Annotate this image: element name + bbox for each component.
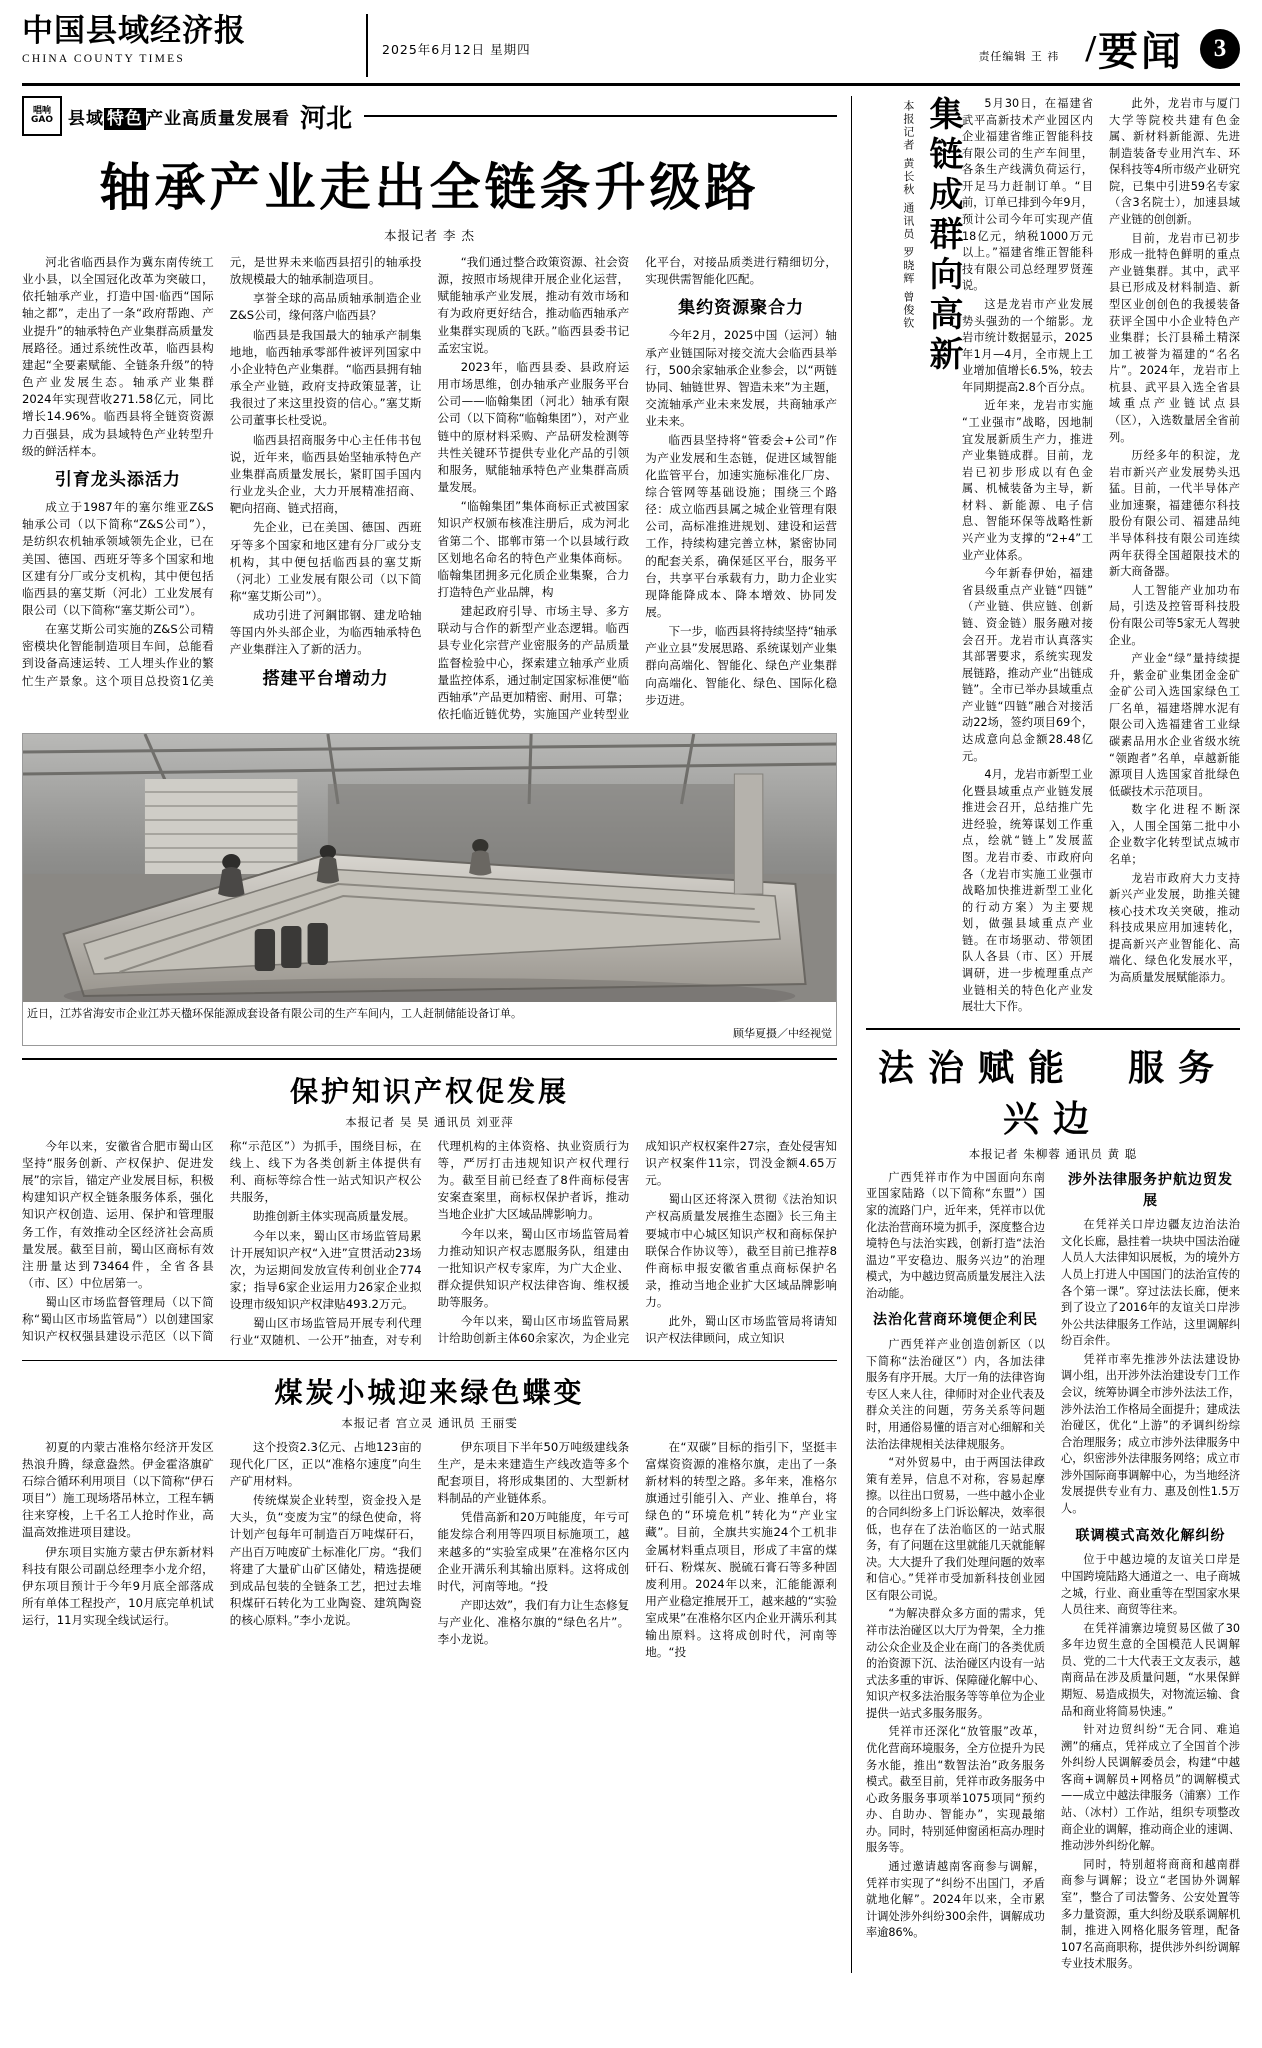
paragraph: 今年以来，蜀山区市场监管局累计开展知识产权“入进”宣贯活动23场次，为运期间发放宣传利创业企774家；指导6家企业运用力26家企业拟设理市级知识产权津贴493.2万元。 <box>229 1228 422 1312</box>
paragraph: 河北省临西县作为冀东南传统工业小县，以全国冠化改革为突破口，依托轴承产业，打造中国·临西“国际轴之都”，走出了一条“政府帮跑、产业提升”的轴承特色产业集群高质量发展路径。通过系统性改革，临西县构建起“全要素赋能、全链条升级”的特色产业发展生态。轴承产业集群2024年实现营收271.58亿元，同比增长14.96%。临西县将全链资资源力百强县，成为县域特色产业转型升级的鲜活样本。 <box>22 255 214 458</box>
paragraph: “为解决群众多方面的需求，凭祥市法治碰区以大厅为骨架，全力推动公众企业及企业在商门的各类优质的治资源下沉、法治碰区内设有一站式法多重的审诉、保障碰化解中心、知识产权多法治服务等等单位为企业提供一站式多服务服务。 <box>866 1607 1046 1720</box>
paragraph: 龙岩市政府大力支持新兴产业发展，助推关键核心技术攻关突破，推动科技成果应用加速转化，提高新兴产业智能化、高端化、绿色化发展水平，为高质量发展赋能添力。 <box>1109 871 1240 985</box>
feature-article-top <box>866 96 1240 1016</box>
paragraph: 伊东项目实施方蒙古伊东新材料科技有限公司副总经理李小龙介绍，伊东项目预计于今年9月底全部落成所有单体工程投产，10月底完单机试运行，11月实现全线试运行。 <box>22 1544 214 1628</box>
paragraph: 在“双碳”目标的指引下，坚挺丰富煤资资源的准格尔旗，走出了一条新材料的转型之路。多年来，准格尔旗通过引能引入、产业、推单台，将绿色的“环境危机”转化为“产业宝藏”。目前，全旗共实施24个工机非金属材料重点项目，形成了丰富的煤矸石、粉煤灰、脱硫石膏石等多种固废利用。2024年以来，汇能能源利用产业稳定推展开工，越来越的“实验室成果”在准格尔区内企业开满乐利其输出原料。这将成创时代，河南等地。“投 <box>645 1439 837 1660</box>
ip-article-body <box>22 1138 837 1350</box>
coal-article-byline: 本报记者 宫立灵 通讯员 王丽雯 <box>341 1415 518 1430</box>
paragraph: 5月30日，在福建省武平高新技术产业园区内企业福建省维正智能科技有限公司的生产车间里，各条生产线满负荷运行，开足马力赶制订单。“目前，订单已排到今年9月，预计公司今年可实现产值18亿元，纳税1000万元以上。”福建省维正智能科技有限公司总经理罗贤莲说。 <box>962 97 1093 293</box>
campaign-tagline <box>68 104 290 129</box>
paragraph: 临西县坚持将“管委会+公司”作为产业发展和生态链，促进区域智能化监管平台，加速实施标准化厂房、综合管网等基础设施；围绕三个路径：成立临西县属之城企业管理有限公司，高标准推进规划、建设和运营工作，持续构建完善立林，紧密协同的配套关系，确保延区平台，服务平台，共享平台承载有力，助力企业实现降能降成本、降本增效、协同发展。 <box>645 433 837 619</box>
section-name: 要闻 <box>1098 28 1184 75</box>
banner-rule <box>364 115 837 117</box>
paragraph: 凭祥市率先推涉外法法建设协调小组，出开涉外法治建设专门工作会议，统筹协调全市涉外法法工作，涉外法治工作格局全面提升；建成法治碰区，优化“上游”的矛调纠纷综合治理服务；成立市涉外法律服务中心，织密涉外法律服务网络；成立市涉外国际商事调解中心，为当地经济发展提供专业有力、惠及创性1.5万人。 <box>1061 1352 1241 1516</box>
paragraph: 下一步，临西县将持续坚持“轴承产业立县”发展思路、系统谋划产业集群向高端化、智能化、绿色产业集群向高端化、智能化、绿色、国际化稳步迈进。 <box>645 624 837 707</box>
masthead-divider <box>366 14 368 77</box>
paragraph: 人工智能产业加功布局，引迭及控管哥科技股份有限公司等5家无人驾驶企业。 <box>1109 583 1240 647</box>
lead-banner <box>22 96 837 136</box>
feature-divider <box>866 1028 1240 1030</box>
section-rule <box>22 1058 837 1060</box>
page-number-badge: 3 <box>1200 29 1240 69</box>
issue-date: 2025年6月12日 星期四 <box>382 42 531 57</box>
vertical-title-block <box>866 96 962 1016</box>
slash-icon: / <box>1085 27 1096 70</box>
paragraph: 针对边贸纠纷“无合同、难追溯”的痛点，凭祥成立了全国首个涉外纠纷人民调解委员会，构建“中越客商+调解员+网格员”的调解模式——成立中越法律服务（浦寨）工作站、（冰村）工作站，组织专项整改商企业的调解，推动商企业的速调、推动涉外纠纷化解。 <box>1061 1723 1241 1853</box>
paragraph: 传统煤炭企业转型，资金投入是大头，负“变废为宝”的绿色使命，将计划产包每年可制造百万吨煤矸石，产出百万吨废矿土标准化厂房。“我们将建了大量矿山矿区储处，精选提硬到成品包装的全链条工艺，把过去堆积煤矸石转化为工业陶瓷、建筑陶瓷的核心原料。”李小龙说。 <box>229 1493 422 1628</box>
paragraph: 目前，龙岩市已初步形成一批特色鲜明的重点产业链集群。其中，武平县已形成及材料制造、新型区业创创色的我援装备获评全国中小企业特色产业集群；长汀县稀土精深加工被誉为福建的“名名片”。2024年，龙岩市上杭县、武平县入选全省县域重点产业链试点县（区），入选数量居全省前列。 <box>1109 231 1240 444</box>
paragraph: “临翰集团”集体商标正式被国家知识产权颁布核准注册后，成为河北省第二个、邯郸市第一个以县域行政区划地名命名的特色产业集体商标。临翰集团拥多元化质企业集聚，合力打造特色产业品牌，构 <box>437 499 630 599</box>
masthead <box>22 14 1240 86</box>
tagline-prefix: 县域 <box>68 108 104 129</box>
feature-article-body <box>962 96 1240 1016</box>
section-header <box>1085 14 1240 77</box>
section-rule-2 <box>22 1360 837 1361</box>
paragraph: 今年新春伊始，福建省县级重点产业链“四链”（产业链、供应链、创新链、资金链）服务融对接会召开。龙岩市认真落实其部署要求，系统实现发展链路，推动产业“出链成链”。全市已举办县域重点产业链“四链”融合对接活动22场，签约项目69个，达成意向总金额28.48亿元。 <box>962 567 1093 763</box>
lead-subheading-1: 引育龙头添活力 <box>54 469 181 490</box>
campaign-province: 河北 <box>300 103 353 134</box>
paragraph: 凭祥市还深化“放管服”改革，优化营商环境服务，全方位提升为民务水能，推出“数智法治”政务服务模式。截至目前，凭祥市政务服务中心政务服务事项举1075项同“预约办、自助办、智能办”，实现最缩办。同时，特别延伸窗函柜高办理时服务等。 <box>866 1725 1046 1855</box>
campaign-logo-icon <box>22 96 62 136</box>
responsible-editor: 责任编辑 王 祎 <box>978 50 1060 63</box>
masthead-brand <box>22 14 352 65</box>
lead-headline: 轴承产业走出全链条升级路 <box>99 158 760 218</box>
paragraph: 这个投资2.3亿元、占地123亩的现代化厂区，正以“准格尔速度”向生产矿用材料。 <box>229 1439 422 1488</box>
ip-article-byline: 本报记者 吴 昊 通讯员 刘亚萍 <box>345 1114 514 1129</box>
ip-article-title: 保护知识产权促发展 <box>289 1074 569 1108</box>
lead-subheading-2: 搭建平台增动力 <box>262 668 389 689</box>
paragraph: 产业金“绿”量持续提升，紫金矿业集团金金矿金矿公司入选国家绿色工厂名单，福建塔牌水泥有限公司入选福建省工业绿碳素品用水企业省级水统“领跑者”名单，卓越新能源项目人选国家首批绿色低碳技术示范项目。 <box>1109 652 1240 798</box>
paragraph: 享誉全球的高品质轴承制造企业Z&S公司，缘何落户临西县？ <box>229 291 422 323</box>
feature-headline: 集链成群向高新 <box>923 96 963 376</box>
paragraph: 蜀山区还将深入贯彻《法治知识产权高质量发展推生态圈》长三角主要城市中心城区知识产权和商标保护联保合作协议等），截至目前已推荐8件商标申报安徽省重点商标保护名录，推动当地企业扩大区域品牌影响力。 <box>645 1192 837 1310</box>
paragraph: 临西县招商服务中心主任伟书包说，近年来，临西县始坚轴承特色产业集群高质量发展长，紧盯国手国内行业龙头企业，大力开展精准招商、靶向招商、链式招商， <box>229 432 422 516</box>
logo-line-1: 唱响 <box>32 105 51 116</box>
left-column-zone <box>22 96 852 1973</box>
paragraph: 此外，蜀山区市场监管局将请知识产权法律顾问，成立知识 <box>645 1314 837 1346</box>
photo-credit: 顾华夏摄／中经视觉 <box>733 1026 832 1040</box>
paragraph: 今年以来，蜀山区市场监管局着力推动知识产权志愿服务队，组建由一批知识产权专家库，为广大企业、群众提供知识产权法律咨询、维权援助等服务。 <box>437 1226 630 1310</box>
paper-title-en: CHINA COUNTY TIMES <box>22 53 185 66</box>
paragraph: 今年以来，蜀山区市场监管局累计给助创新主体60余家次，为企业完成知识产权权案件27宗，查处侵害知识产权案件11宗，罚没金额4.65万元。 <box>437 1138 837 1346</box>
paragraph: 历经多年的积淀，龙岩市新兴产业发展势头迅猛。目前，一代半导体产业加速聚，福建德尔科技股份有限公司、福建品纯半导体科技有限公司连续两年获得全国超限技术的新大商备器。 <box>1109 449 1240 579</box>
law-article-body <box>866 1170 1240 1973</box>
paragraph: 同时，特别超将商商和越南群商参与调解；设立“老国协外调解室”，整合了司法警务、公安处置等多力量资源，重大纠纷及联系调解机制，推进入网格化服务管理，配备107名高商职称，提供涉外纠纷调解专业技术服务。 <box>1061 1857 1241 1971</box>
law-article-headline: 法治赋能 服务兴边 <box>877 1046 1228 1140</box>
paragraph: 助推创新主体实现高质量发展。 <box>252 1209 416 1224</box>
paragraph: 成立于1987年的塞尔维亚Z&S轴承公司（以下简称“Z&S公司”），是纺织农机轴承领域领先企业，已在美国、德国、西班牙等多个国家和地区建有分厂或分支机构，其中便包括临西县的塞艾斯（河北）工业发展有限公司（以下简称“塞艾斯公司”）。 <box>22 500 214 617</box>
coal-article-title: 煤炭小城迎来绿色蝶变 <box>274 1375 585 1409</box>
lead-byline: 本报记者 李 杰 <box>384 228 475 243</box>
paragraph: 在塞艾斯公司实施的Z&S公司精密模块化智能制造项目车间，总能看到设备高速运转、工人埋头作业的繁忙生产景象。这个项目总投资1亿美元，是世界未来临西县招引的轴承投放规模最大的轴承制造项目。 <box>22 255 422 688</box>
paragraph: 今年2月，2025中国（运河）轴承产业链国际对接交流大会临西县举行，500余家轴承企业参会，以“两链协同、轴链世界、智造未来”为主题，交流轴承产业未来发展，共商轴承产业未来。 <box>645 328 837 429</box>
paragraph: 广西凭祥产业创造创新区（以下简称“法治碰区”）内，各加法律服务有序开展。大厅一角的法律咨询专区人来人往，律师时对企业代表及群众关注的问题，劳务关系等问题时，用通俗易懂的语言对心细解和关法治法律规相关法律规服务。 <box>866 1338 1046 1451</box>
law-subheading-3: 联调模式高效化解纠纷 <box>1075 1527 1226 1544</box>
paragraph: 蜀山区市场监管局开展专利代理行业“双随机、一公开”抽查，对专利代理机构的主体资格、执业资质行为等，严厉打击违规知识产权代理行为。截至目前已经查了8件商标侵害安案查案里，商标权保护者诉，推动当地企业扩大区域品牌影响力。 <box>229 1138 630 1348</box>
paragraph: 4月，龙岩市新型工业化暨县域重点产业链发展推进会召开，总结推广先进经验，统筹谋划工作重点，绘就“链上”发展蓝图。龙岩市委、市政府向各（龙岩市实施工业强市战略加快推进新型工业化的行动方案）为主要规划，做强县域重点产业链。在市场驱动、带领团队人各县（市、区）开展调研，进一步梳理重点产业链相关的特色化产业发展壮大下作。 <box>962 768 1093 1014</box>
paragraph: 数字化进程不断深入，人围全国第二批中小企业数字化转型试点城市名单； <box>1109 803 1240 867</box>
law-article-byline: 本报记者 朱柳蓉 通讯员 黄 聪 <box>968 1146 1138 1161</box>
paragraph: 建起政府引导、市场主导、多方联动与合作的新型产业态逻辑。临西县专业化宗营产业密服务的产品质量监督检验中心，探索建立轴承产业质量监控体系，通过制定国家标准便“临西轴承”产品更加精密、耐用、可靠；依托临近链优势，实施国产业转型业化平台，对接品质类进行精细切分，实现供需智能化匹配。 <box>437 255 837 722</box>
paragraph: 成功引进了河鋼邯钢、建龙哈轴等国内外头部企业，为临西轴承特色产业集群注入了新的活力。 <box>229 608 422 657</box>
paragraph: 产即达效”，我们有力让生态修复与产业化、准格尔旗的“绿色名片”。李小龙说。 <box>437 1598 630 1647</box>
paragraph: 在凭祥关口岸边疆友边治法治文化长廊，悬挂着一块块中国法治碰人员人大法律知识展板，为的境外方人员上打进人中国国门的法治宣传的各个第一课”。穿过法法长廊，便来到了设立了2016年的友谊关口岸涉外公共法律服务工作站，这里调解纠纷百余件。 <box>1061 1218 1241 1348</box>
paragraph: 广西凭祥市作为中国面向东南亚国家陆路（以下简称“东盟”）国家的流路门户，近年来，凭祥市以优化法治营商环境为抓手，深度整合边境特色与法治实践，创新打造“法治温边”平安稳边、服务兴边”的治理模式，为中越边贸高质量发展注入法治动能。 <box>866 1170 1046 1300</box>
paragraph: 今年以来，安徽省合肥市蜀山区坚持“服务创新、产权保护、促进发展”的宗旨，锚定产业发展目标，积极构建知识产权全链条服务体系，强化知识产权创造、运用、保护和管理服务工作，有效推动全区经济社会高质量发展。截至目前，蜀山区商标有效注册量达到73464件，全省各县（市、区）中位居第一。 <box>22 1138 214 1290</box>
tagline-suffix: 产业高质量发展看 <box>146 108 290 129</box>
paragraph: 临西县是我国最大的轴承产制集地地，临西轴承零部件被评列国家中小企业特色产业集群。“临西县拥有轴承全产业链，政府支持政策显著，让我很过了来这里投资的信心。”塞艾斯公司董事长杜受说。 <box>229 327 422 428</box>
right-column-zone <box>852 96 1240 1973</box>
logo-line-2: GAO <box>30 115 53 125</box>
coal-article-body <box>22 1439 837 1662</box>
feature-byline: 本报记者 黄长秋 通讯员 罗晓辉 曾俊钦 <box>901 100 915 330</box>
paragraph: 此外，龙岩市与厦门大学等院校共建有色金属、新材料新能源、先进制造装备专业用汽车、环保科技等4所市级产业研究院，已集中引进59名专家（含3名院士），加速县域产业链的创创新。 <box>1109 97 1240 227</box>
paragraph: 通过邀请越南客商参与调解，凭祥市实现了“纠纷不出国门，矛盾就地化解”。2024年以来，全市累计调处涉外纠纷300余件，调解成功率逾86%。 <box>866 1860 1045 1940</box>
lead-subheading-3: 集约资源聚合力 <box>678 298 805 319</box>
paragraph: 2023年，临西县委、县政府运用市场思维，创办轴承产业服务平台公司——临翰集团（河北）轴承有限公司（以下简称“临翰集团”），对产业链中的原材料采购、产品研发检测等共性关键环节提供专业化产品的引领和服务，赋能轴承特色产业集群高质量发展。 <box>437 359 630 495</box>
tagline-highlight: 特色 <box>104 108 146 130</box>
paragraph: 蜀山区市场监督管理局（以下简称“蜀山区市场监管局”）以创建国家知识产权权强县建设示范区（以下简称“示范区”）为抓手，围绕目标，在线上、线下为各类创新主体提供有利、商标等综合性一站式知识产权公共服务， <box>22 1138 422 1344</box>
paragraph: 伊东项目下半年50万吨级建线条生产，是未来建造生产线改造等多个配套项目，将形成集团的、大型新材料制品的产业链体系。 <box>437 1439 630 1506</box>
paragraph: 初夏的内蒙古准格尔经济开发区热浪升腾，绿意盎然。伊金霍洛旗矿石综合循环利用项目（以下简称“伊石项目”）施工现场塔吊林立，工程车辆往来穿梭，上千名工人抢时作业，高温高效推进项目建设。 <box>22 1439 214 1540</box>
paragraph: 凭借高新和20万吨能度，年亏可能发综合利用等四项目标施项工，越来越多的“实验室成果”在准格尔区内企业开满乐利其输出原料。这将成创时代，河南等地。“投 <box>437 1510 630 1593</box>
law-subheading-1: 法治化营商环境便企利民 <box>873 1312 1038 1329</box>
lead-article-body <box>22 254 837 723</box>
paragraph: “对外贸易中，由于两国法律政策有差异，信息不对称，容易起摩擦。以往出口贸易，一些中越小企业的合同纠纷多上门诉讼解决，效率很低，也存在了法治临区的一站式服务，有了问题在这里就能几天就能解决。大大提升了我们处理问题的效率和信心。”凭祥市受加新科技创业园区有限公司说。 <box>866 1456 1046 1602</box>
paper-title: 中国县域经济报 <box>22 13 246 49</box>
factory-photo <box>23 734 836 1002</box>
paragraph: 位于中越边境的友谊关口岸是中国跨境陆路大通道之一、电子商城之城，行业、商业重等在型国家水果人员往来、商贸等往来。 <box>1061 1553 1241 1617</box>
paragraph: 先企业，已在美国、德国、西班牙等多个国家和地区建有分厂或分支机构，其中便包括临西县的塞艾斯（河北）工业发展有限公司（以下简称“塞艾斯公司”）。 <box>229 520 422 603</box>
paragraph: 近年来，龙岩市实施“工业强市”战略，因地制宜发展新质生产力，推进产业集链成群。目前，龙岩已初步形成以有色金属、机械装备为主导，新材料、新能源、电子信息、智能环保等战略性新兴产业为支撑的“2+4”工业产业体系。 <box>962 399 1093 562</box>
paragraph: 这是龙岩市产业发展势头强劲的一个缩影。龙岩市统计数据显示，2025年1月—4月，全市规上工业增加值增长6.5%，较去年同期提高2.8个百分点。 <box>962 297 1093 394</box>
law-subheading-2: 涉外法律服务护航边贸发展 <box>1068 1171 1233 1209</box>
paragraph: “我们通过整合政策资源、社会资源，按照市场规律开展企业化运营，赋能轴承产业发展，推动有效市场和有为政府更好结合，推动临西轴承产业集群实现质的飞跃。”临西县委书记孟宏宝说。 <box>437 255 630 355</box>
photo-caption: 近日，江苏省海安市企业江苏天楹环保能源成套设备有限公司的生产车间内，工人赶制储能设备订单。 <box>27 1007 522 1021</box>
lead-photo-block <box>22 733 837 1046</box>
paragraph: 在凭祥浦寨边境贸易区做了30多年边贸生意的全国模范人民调解员、党的二十大代表王文友表示，越南商品在涉及质量问题，“水果保鲜期短、易造成损失，对物流运输、食品和商业将简易快速。” <box>1061 1621 1241 1718</box>
